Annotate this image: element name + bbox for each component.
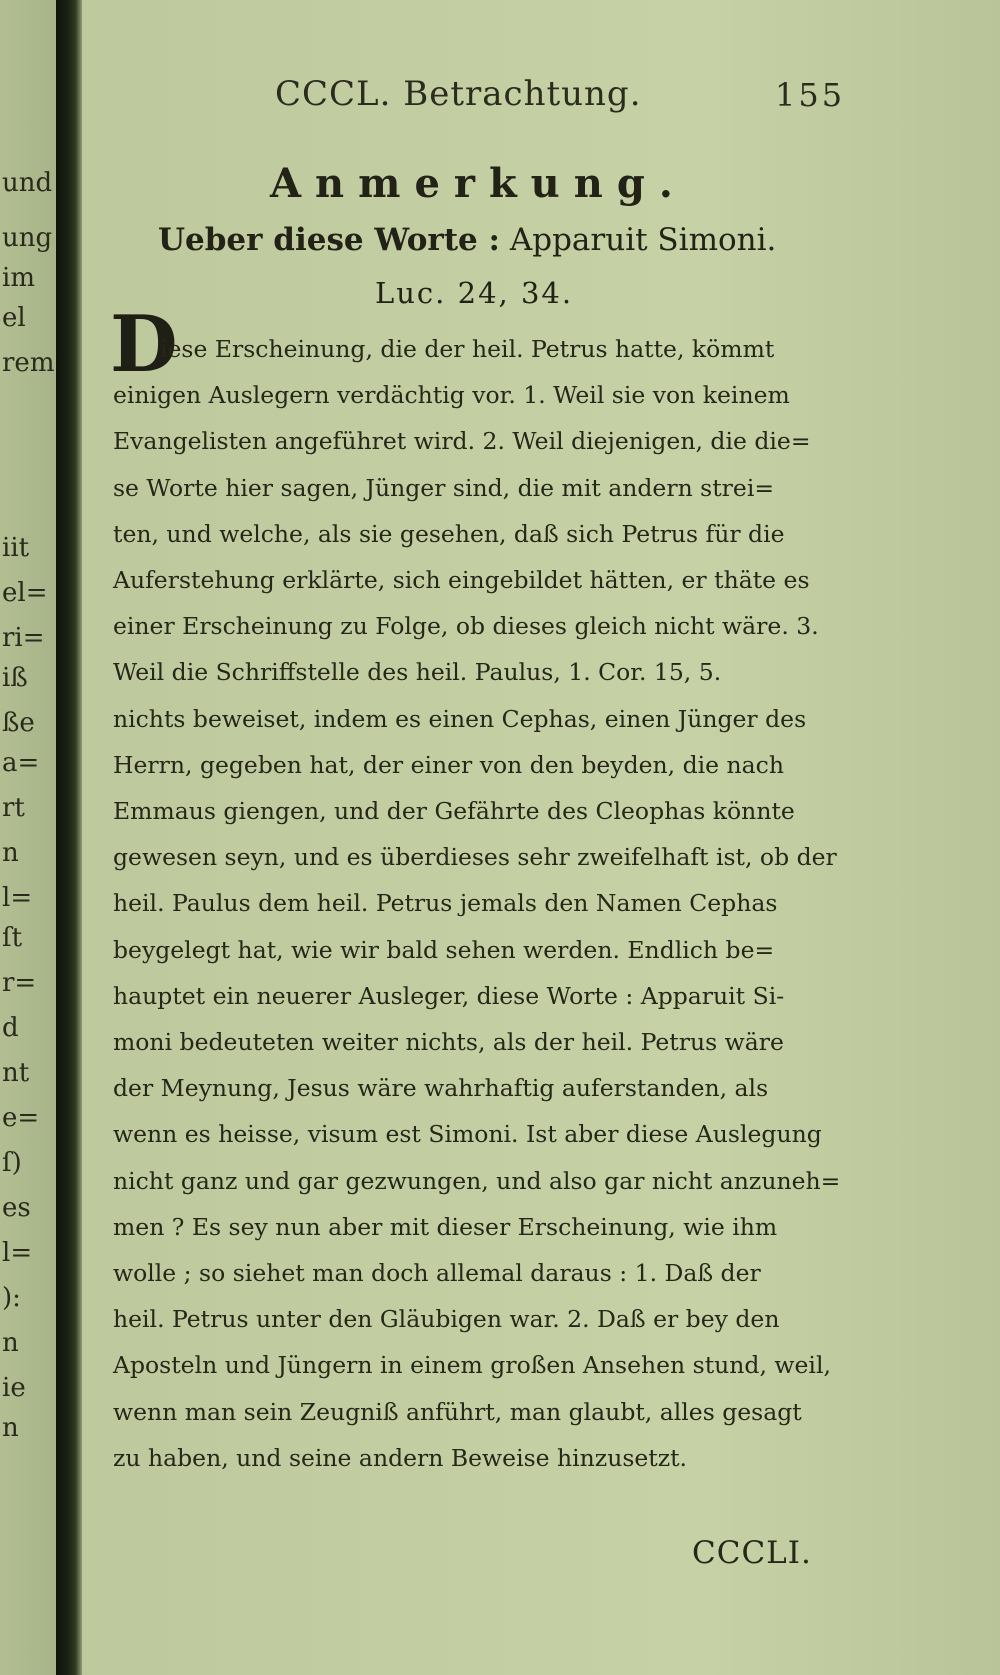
facing-page-fragment: ung <box>2 223 53 253</box>
facing-page-fragment: r= <box>2 968 37 998</box>
text-line: Weil die Schriffstelle des heil. Paulus, 1. Cor. 15, 5. <box>113 658 722 687</box>
facing-page-fragment: ie <box>2 1373 26 1403</box>
text-line: nichts beweiset, indem es einen Cephas, einen Jünger des <box>113 704 807 733</box>
facing-page-fragment: ſ) <box>2 1148 22 1178</box>
facing-page-fragment: l= <box>2 883 33 913</box>
text-line: se Worte hier sagen, Jünger sind, die mit andern strei= <box>113 473 775 502</box>
text-line: nicht ganz und gar gezwungen, und also gar nicht anzuneh= <box>113 1166 841 1195</box>
text-line: ten, und welche, als sie gesehen, daß sich Petrus für die <box>113 519 785 548</box>
facing-page-fragment: ße <box>2 708 35 738</box>
text-line: der Meynung, Jesus wäre wahrhaftig auferstanden, als <box>113 1074 769 1103</box>
text-line: heil. Petrus unter den Gläubigen war. 2. Daß er bey den <box>113 1305 780 1334</box>
facing-page-edge <box>0 0 56 1675</box>
facing-page-fragment: es <box>2 1193 31 1223</box>
running-header: CCCL. Betrachtung. <box>275 74 642 114</box>
text-line: Auferstehung erklärte, sich eingebildet hätten, er thäte es <box>113 566 810 594</box>
facing-page-fragment: im <box>2 263 35 293</box>
facing-page-fragment: d <box>2 1013 19 1043</box>
facing-page-fragment: n <box>2 1413 19 1443</box>
section-subtitle <box>158 222 776 258</box>
drop-cap: D <box>110 299 178 390</box>
page-number: 155 <box>775 76 846 114</box>
text-line: beygelegt hat, wie wir bald sehen werden. Endlich be= <box>113 935 775 964</box>
facing-page-fragment: e= <box>2 1103 40 1133</box>
text-line: wenn man sein Zeugniß anführt, man glaubt, alles gesagt <box>113 1397 802 1426</box>
facing-page-fragment: n <box>2 838 19 868</box>
facing-page-fragment: ): <box>2 1283 21 1313</box>
subtitle-latin: Apparuit Simoni. <box>509 222 777 258</box>
facing-page-fragment: und <box>2 168 53 198</box>
facing-page-fragment: iß <box>2 663 28 693</box>
scripture-reference: Luc. 24, 34. <box>375 276 574 310</box>
text-line: zu haben, und seine andern Beweise hinzusetzt. <box>113 1443 688 1472</box>
text-line: heil. Paulus dem heil. Petrus jemals den Namen Cephas <box>113 889 778 918</box>
catchword: CCCLI. <box>692 1535 812 1571</box>
text-line: iese Erscheinung, die der heil. Petrus hatte, kömmt <box>160 335 775 363</box>
text-line: einer Erscheinung zu Folge, ob dieses gleich nicht wäre. 3. <box>113 612 819 641</box>
text-line: hauptet ein neuerer Ausleger, diese Worte : Apparuit Si- <box>113 981 785 1010</box>
text-line: moni bedeuteten weiter nichts, als der heil. Petrus wäre <box>113 1028 784 1056</box>
facing-page-fragment: el= <box>2 578 48 608</box>
facing-page-fragment: ſt <box>2 923 23 953</box>
text-line: Herrn, gegeben hat, der einer von den beyden, die nach <box>113 750 784 779</box>
text-line: einigen Auslegern verdächtig vor. 1. Weil sie von keinem <box>113 381 790 410</box>
text-line: Emmaus giengen, und der Gefährte des Cleophas könnte <box>113 797 795 825</box>
facing-page-fragment: ri= <box>2 623 45 653</box>
facing-page-fragment: l= <box>2 1238 33 1268</box>
text-line: gewesen seyn, und es überdieses sehr zweifelhaft ist, ob der <box>113 843 837 872</box>
facing-page-fragment: el <box>2 303 26 333</box>
subtitle-german: Ueber diese Worte : <box>158 222 500 258</box>
facing-page-fragment: iit <box>2 533 30 563</box>
text-line: men ? Es sey nun aber mit dieser Erscheinung, wie ihm <box>113 1212 778 1241</box>
facing-page-fragment: rt <box>2 793 25 823</box>
facing-page-fragment: a= <box>2 748 40 778</box>
text-line: Aposteln und Jüngern in einem großen Ansehen stund, weil, <box>113 1351 831 1380</box>
facing-page-fragment: rem <box>2 348 55 378</box>
section-title: Anmerkung. <box>270 160 687 207</box>
text-line: wenn es heisse, visum est Simoni. Ist aber diese Auslegung <box>113 1120 822 1149</box>
book-gutter <box>56 0 82 1675</box>
facing-page-fragment: nt <box>2 1058 30 1088</box>
text-line: Evangelisten angeführet wird. 2. Weil diejenigen, die die= <box>113 427 811 456</box>
text-line: wolle ; so siehet man doch allemal daraus : 1. Daß der <box>113 1259 761 1287</box>
facing-page-fragment: n <box>2 1328 19 1358</box>
